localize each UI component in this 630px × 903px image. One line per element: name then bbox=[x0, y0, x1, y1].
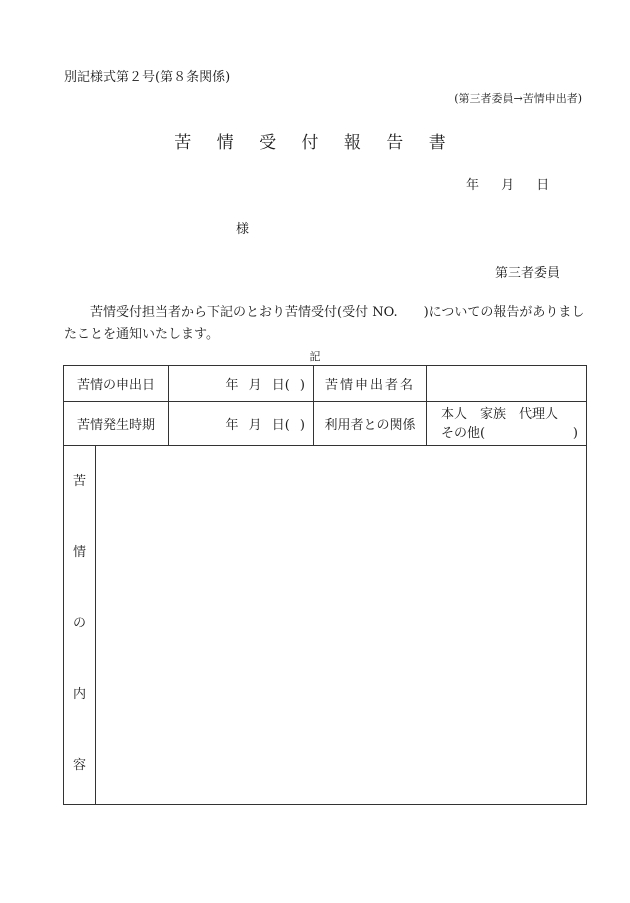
complainant-name-value[interactable] bbox=[427, 366, 587, 402]
relationship-label: 利用者との関係 bbox=[314, 402, 427, 446]
occurrence-period-label: 苦情発生時期 bbox=[64, 402, 169, 446]
relationship-options[interactable] bbox=[427, 402, 587, 446]
occurrence-period-value[interactable]: 年 月 日( ) bbox=[169, 402, 314, 446]
relationship-choices: 本人 家族 代理人 bbox=[441, 406, 559, 422]
date-line: 年 月 日 bbox=[466, 178, 550, 193]
table-row bbox=[64, 446, 587, 805]
table-row bbox=[64, 366, 587, 402]
complaint-date-value[interactable]: 年 月 日( ) bbox=[169, 366, 314, 402]
content-label-char: 情 bbox=[72, 545, 86, 560]
relationship-other bbox=[441, 424, 586, 443]
content-label-char: の bbox=[72, 616, 86, 631]
relationship-other-open: その他( bbox=[441, 425, 486, 441]
content-label-char: 容 bbox=[72, 758, 86, 773]
complaint-content-layout bbox=[64, 446, 586, 804]
complaint-content-label bbox=[64, 446, 96, 804]
complaint-date-label: 苦情の申出日 bbox=[64, 366, 169, 402]
form-number-label: 別記様式第２号(第８条関係) bbox=[64, 70, 231, 85]
complaint-content-row bbox=[64, 446, 587, 805]
content-label-char: 内 bbox=[72, 687, 86, 702]
table-row bbox=[64, 402, 587, 446]
document-title: 苦 情 受 付 報 告 書 bbox=[174, 133, 456, 153]
direction-note: (第三者委員→苦情申出者) bbox=[454, 92, 582, 105]
addressee-suffix: 様 bbox=[236, 222, 250, 237]
content-label-char: 苦 bbox=[72, 474, 86, 489]
ki-marker: 記 bbox=[309, 350, 321, 363]
sender-label: 第三者委員 bbox=[494, 266, 560, 281]
relationship-other-close: ) bbox=[572, 425, 578, 441]
report-table bbox=[63, 365, 587, 805]
complainant-name-label: 苦情申出者名 bbox=[314, 366, 427, 402]
complaint-content-value[interactable] bbox=[96, 446, 586, 804]
body-paragraph: 苦情受付担当者から下記のとおり苦情受付(受付 NO. )についての報告がありましたことを通知いたします。 bbox=[64, 305, 585, 342]
